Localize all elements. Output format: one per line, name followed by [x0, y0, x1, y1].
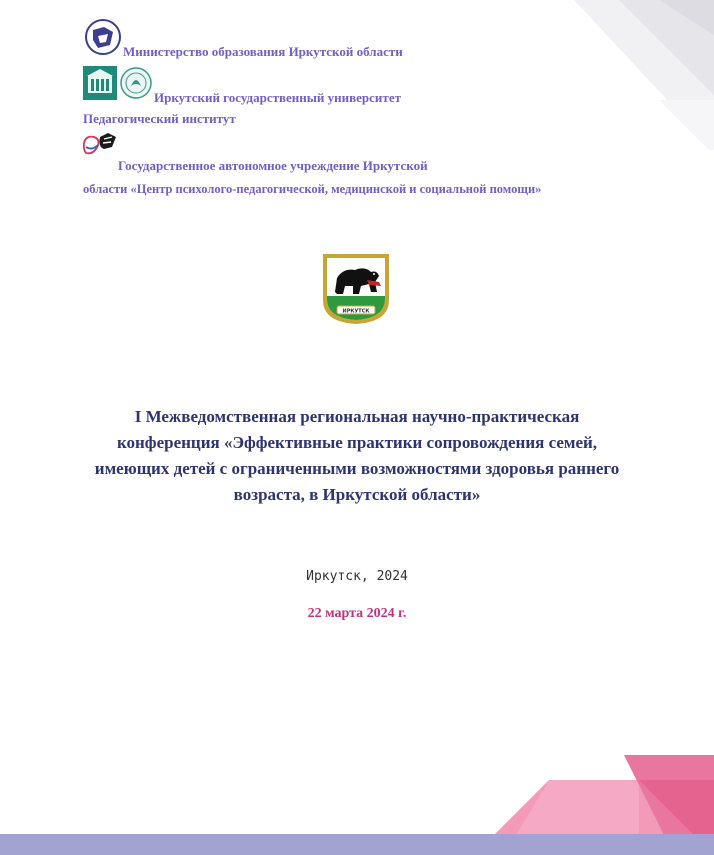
institute-logo-icon: [119, 66, 153, 100]
conference-date: 22 марта 2024 г.: [307, 606, 407, 621]
title-line-3: имеющих детей с ограниченными возможностями здоровья раннего: [94, 459, 620, 478]
irkutsk-coat-of-arms-icon: [321, 252, 391, 326]
title-line-2: конференция «Эффективные практики сопровождения семей,: [116, 433, 598, 452]
footer-bar: [0, 834, 714, 855]
university-name: Иркутский государственный университет: [154, 90, 401, 105]
institute-name: Педагогический институт: [83, 111, 236, 126]
center-logo-icon: [82, 131, 118, 161]
center-name-line2: области «Центр психолого-педагогической, медицинской и социальной помощи»: [83, 182, 542, 196]
city-year: Иркутск, 2024: [306, 569, 408, 584]
corner-decoration-top-right: [564, 0, 714, 150]
university-logo-icon: [83, 66, 117, 100]
title-line-4: возраста, в Иркутской области»: [233, 485, 481, 504]
center-name-line1: Государственное автономное учреждение Иркутской: [118, 158, 428, 173]
ministry-name: Министерство образования Иркутской области: [123, 44, 403, 59]
emblem-ribbon-text: ИРКУТСК: [342, 308, 370, 315]
ministry-logo-icon: [84, 18, 122, 56]
title-line-1: I Межведомственная региональная научно-практическая: [134, 407, 580, 426]
conference-title: [60, 404, 654, 508]
